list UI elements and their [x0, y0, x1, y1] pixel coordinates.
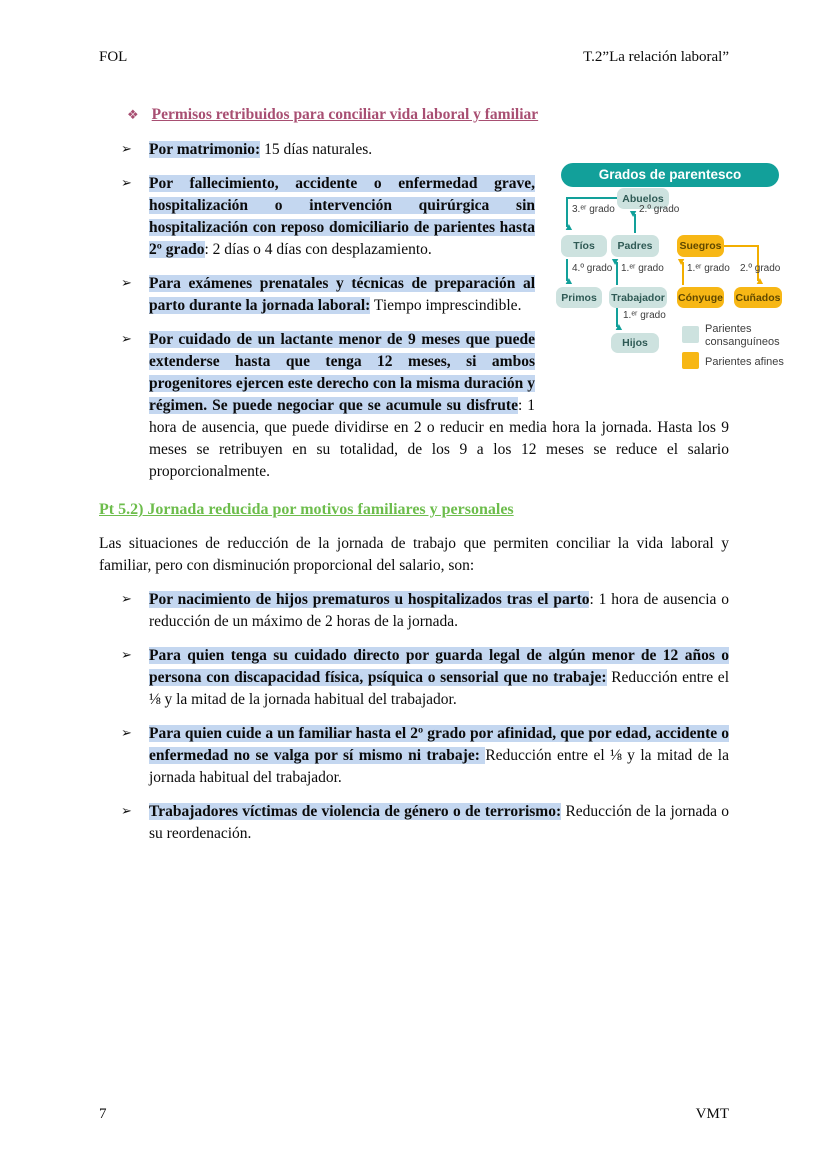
arrow-bullet-icon: ➢	[121, 332, 132, 347]
legend-label: Parientes consanguíneos	[705, 323, 780, 348]
item-rest: : 1 hora de ausencia, que puede dividirse en 2 o reducir en media hora la jornada. Hasta los 9 meses se retribuyen en su totalidad, de los 9 a los 12 meses se reduce el salario proporcionalmente.	[149, 397, 729, 480]
arrow-bullet-icon: ➢	[121, 276, 132, 291]
grade-label: 1.ᵉʳ grado	[687, 263, 730, 274]
section1-title-text: Permisos retribuidos para conciliar vida laboral y familiar	[151, 106, 539, 123]
grade-label: 4.º grado	[572, 263, 613, 274]
diagram-box-padres: Padres	[611, 235, 659, 257]
header-right: T.2”La relación laboral”	[583, 49, 729, 65]
arrow-bullet-icon: ➢	[121, 648, 132, 663]
arrow-bullet-icon: ➢	[121, 592, 132, 607]
item-rest: Reducción de la jornada o su reordenación.	[149, 803, 730, 842]
item-lead: Por nacimiento de hijos prematuros u hospitalizados tras el parto	[149, 591, 590, 608]
item-lead: Por cuidado de un lactante menor de 9 meses que puede extenderse hasta que tenga 12 meses, si ambos progenitores ejercen este derecho con la misma duración y régimen. Se puede negociar que se acumule su disfrute	[149, 331, 535, 414]
section2-title	[99, 499, 729, 521]
diagram-box-abuelos: Abuelos	[617, 188, 669, 209]
section2-intro: Las situaciones de reducción de la jornada de trabajo que permiten conciliar la vida laboral y familiar, pero con disminución proporcional del salario, son:	[99, 535, 729, 574]
item-rest: Tiempo imprescindible.	[370, 297, 522, 314]
diagram-box-conyuge: Cónyuge	[677, 287, 724, 308]
diagram-box-hijos: Hijos	[611, 333, 659, 353]
grade-label: 2.º grado	[740, 263, 781, 274]
diagram-box-cunados: Cuñados	[734, 287, 782, 308]
legend-label: Parientes afines	[705, 356, 784, 368]
diamond-bullet-icon: ❖	[127, 108, 139, 123]
diagram-box-trabajador: Trabajador	[609, 287, 667, 308]
item-rest: : 1 hora de ausencia o reducción de un máximo de 2 horas de la jornada.	[149, 591, 729, 630]
item-lead: Para quien tenga su cuidado directo por guarda legal de algún menor de 12 años o persona con discapacidad física, psíquica o sensorial que no trabaje:	[149, 647, 729, 686]
section1-title	[127, 104, 729, 127]
header-left: FOL	[99, 49, 128, 65]
list-item	[99, 589, 729, 633]
arrow-bullet-icon: ➢	[121, 726, 132, 741]
list-item	[99, 723, 729, 789]
grade-label: 1.ᵉʳ grado	[621, 263, 664, 274]
list-item	[99, 139, 729, 161]
section2-title-text: Pt 5.2) Jornada reducida por motivos familiares y personales	[99, 501, 514, 518]
list-item	[99, 329, 729, 483]
arrow-bullet-icon: ➢	[121, 804, 132, 819]
page-number: 7	[99, 1106, 107, 1122]
list-item	[99, 273, 729, 317]
diagram-box-primos: Primos	[556, 287, 602, 308]
diagram-box-tios: Tíos	[561, 235, 607, 257]
item-lead: Por matrimonio:	[149, 141, 261, 158]
item-lead: Para quien cuide a un familiar hasta el 2º grado por afinidad, que por edad, accidente o enfermedad no se valga por sí mismo ni trabaje:	[149, 725, 729, 764]
item-rest: 15 días naturales.	[260, 141, 373, 158]
grade-label: 3.ᵉʳ grado	[572, 204, 615, 215]
list-item	[99, 173, 729, 261]
list-item	[99, 645, 729, 711]
item-rest: Reducción entre el ⅛ y la mitad de la jornada habitual del trabajador.	[149, 747, 729, 786]
page-header	[99, 46, 729, 68]
grade-label: 2.º grado	[639, 204, 680, 215]
arrow-bullet-icon: ➢	[121, 142, 132, 157]
diagram-title: Grados de parentesco	[561, 163, 779, 187]
item-rest: Reducción entre el ⅛ y la mitad de la jornada habitual del trabajador.	[149, 669, 729, 708]
item-rest: : 2 días o 4 días con desplazamiento.	[204, 241, 432, 258]
diagram-box-suegros: Suegros	[677, 235, 724, 257]
item-lead: Trabajadores víctimas de violencia de género o de terrorismo:	[149, 803, 562, 820]
list-item	[99, 801, 729, 845]
item-lead: Para exámenes prenatales y técnicas de preparación al parto durante la jornada laboral:	[149, 275, 535, 314]
page-footer	[99, 1103, 729, 1125]
footer-initials: VMT	[695, 1106, 729, 1122]
grade-label: 1.ᵉʳ grado	[623, 310, 666, 321]
page-content	[99, 68, 784, 845]
item-lead: Por fallecimiento, accidente o enfermedad grave, hospitalización o intervención quirúrgica sin hospitalización con reposo domiciliario de parientes hasta 2º grado	[149, 175, 535, 258]
arrow-bullet-icon: ➢	[121, 176, 132, 191]
